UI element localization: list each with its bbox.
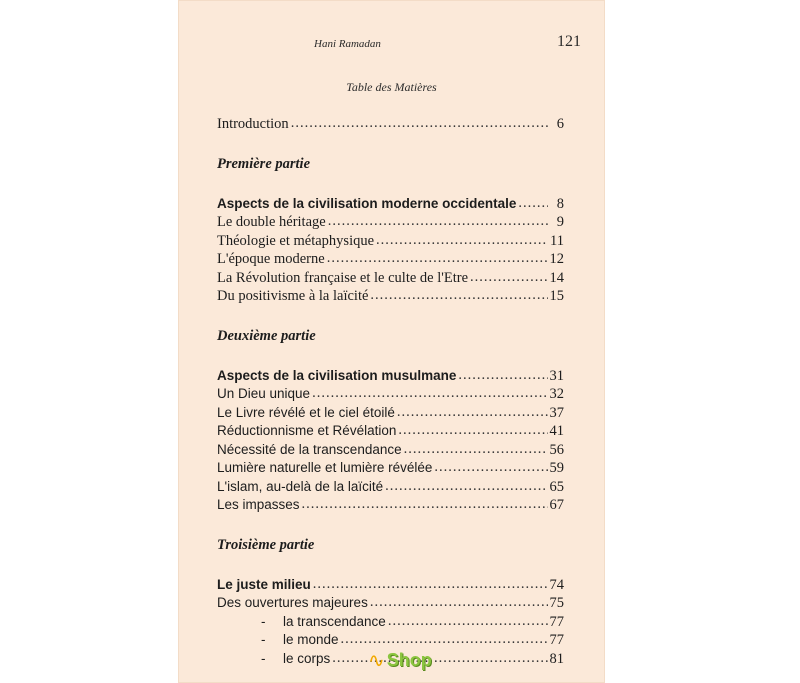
dot-leader [518, 194, 548, 213]
toc-entry-page: 74 [549, 576, 564, 593]
toc-entry-page: 77 [549, 613, 564, 630]
dot-leader [398, 421, 547, 440]
swirl-icon: ∿ [368, 648, 385, 672]
toc-entry-label: Des ouvertures majeures [217, 595, 368, 610]
toc-entry-label: L'époque moderne [217, 251, 325, 267]
toc-entry [217, 478, 570, 497]
shop-logo [368, 648, 432, 672]
part-title-3: Troisième partie [217, 536, 315, 553]
toc-entry [217, 459, 570, 478]
toc-entry-page: 32 [549, 386, 564, 402]
toc-entry [217, 250, 570, 269]
dash: - [261, 613, 266, 629]
toc-heading [217, 367, 570, 386]
toc-entry-label: Nécessité de la transcendance [217, 441, 402, 457]
toc-entry-label: Le double héritage [217, 214, 326, 230]
book-page [178, 0, 605, 683]
toc-entry-label: Réductionnisme et Révélation [217, 423, 397, 438]
toc-entry-page: 8 [556, 195, 564, 212]
toc-heading [217, 195, 570, 214]
toc-heading-label: Aspects de la civilisation musulmane [217, 367, 457, 383]
dot-leader [341, 630, 548, 649]
toc-entry-page: 67 [549, 497, 564, 513]
toc-entry-page: 31 [549, 367, 564, 384]
dot-leader [376, 231, 548, 250]
toc-entry-page: 56 [549, 441, 564, 458]
dash: - [261, 632, 266, 647]
toc-entry-page: 14 [549, 269, 564, 286]
dot-leader [388, 612, 548, 631]
page-number: 121 [557, 33, 581, 50]
toc-entry-label: Le Livre révélé et le ciel étoilé [217, 404, 395, 420]
dot-leader [458, 366, 547, 385]
toc-subentry-label [261, 650, 330, 669]
part-title-2: Deuxième partie [217, 327, 316, 344]
toc-entry-page: 6 [556, 116, 564, 132]
toc-entry [217, 441, 570, 460]
toc-subentry-text: le corps [283, 650, 331, 666]
toc-heading-label: Aspects de la civilisation moderne occidentale [217, 195, 517, 211]
toc-entry-label: La Révolution française et le culte de l'Etre [217, 269, 469, 286]
dash: - [261, 650, 266, 666]
dot-leader [404, 440, 548, 459]
toc-entry-page: 9 [556, 214, 564, 230]
toc-entry-page: 11 [550, 232, 564, 249]
toc-entry-page: 15 [549, 288, 564, 304]
toc-entry [217, 496, 570, 515]
toc-entry [217, 269, 570, 288]
dot-leader [291, 114, 548, 133]
toc-entry-label: L'islam, au-delà de la laïcité [217, 478, 384, 494]
toc-entry-page: 81 [549, 650, 564, 667]
toc-entry [217, 213, 570, 232]
toc-entry-page: 75 [549, 595, 564, 611]
toc-entry-label: Théologie et métaphysique [217, 232, 375, 249]
dot-leader [312, 384, 547, 403]
toc-subentry-text: la transcendance [283, 613, 386, 629]
toc-entry [217, 232, 570, 251]
table-of-contents [217, 115, 570, 668]
toc-subentry-text: le monde [283, 632, 339, 647]
toc-entry [217, 287, 570, 306]
dot-leader [370, 286, 547, 305]
toc-entry-introduction [217, 115, 570, 134]
toc-heading [217, 576, 570, 595]
dot-leader [327, 249, 548, 268]
toc-entry-page: 59 [549, 460, 564, 476]
toc-entry [217, 594, 570, 613]
toc-subentry [217, 631, 570, 650]
dot-leader [397, 403, 548, 422]
toc-entry-label: Introduction [217, 116, 289, 132]
toc-subentry-label [261, 613, 386, 632]
toc-entry-page: 77 [549, 632, 564, 648]
toc-entry-page: 41 [549, 423, 564, 439]
shop-logo-text: Shop [386, 649, 432, 670]
toc-heading-label: Le juste milieu [217, 576, 311, 592]
dot-leader [302, 495, 548, 514]
toc-entry-label: Un Dieu unique [217, 386, 311, 401]
part-title-1: Première partie [217, 155, 311, 172]
dot-leader [434, 458, 547, 477]
dot-leader [470, 268, 547, 287]
dot-leader [332, 649, 547, 668]
toc-entry-page: 65 [549, 478, 564, 495]
toc-entry [217, 422, 570, 441]
dot-leader [313, 575, 548, 594]
dot-leader [370, 593, 548, 612]
toc-entry-page: 37 [549, 404, 564, 421]
toc-entry [217, 404, 570, 423]
dot-leader [385, 477, 547, 496]
toc-entry-page: 12 [549, 251, 564, 267]
toc-subentry-label [261, 631, 339, 650]
toc-subentry [217, 613, 570, 632]
running-head-author: Hani Ramadan [314, 38, 381, 50]
toc-entry-label: Les impasses [217, 497, 300, 512]
toc-entry-label: Lumière naturelle et lumière révélée [217, 460, 433, 475]
toc-title: Table des Matières [346, 80, 437, 94]
toc-entry [217, 385, 570, 404]
dot-leader [328, 212, 548, 231]
toc-entry-label: Du positivisme à la laïcité [217, 288, 369, 304]
